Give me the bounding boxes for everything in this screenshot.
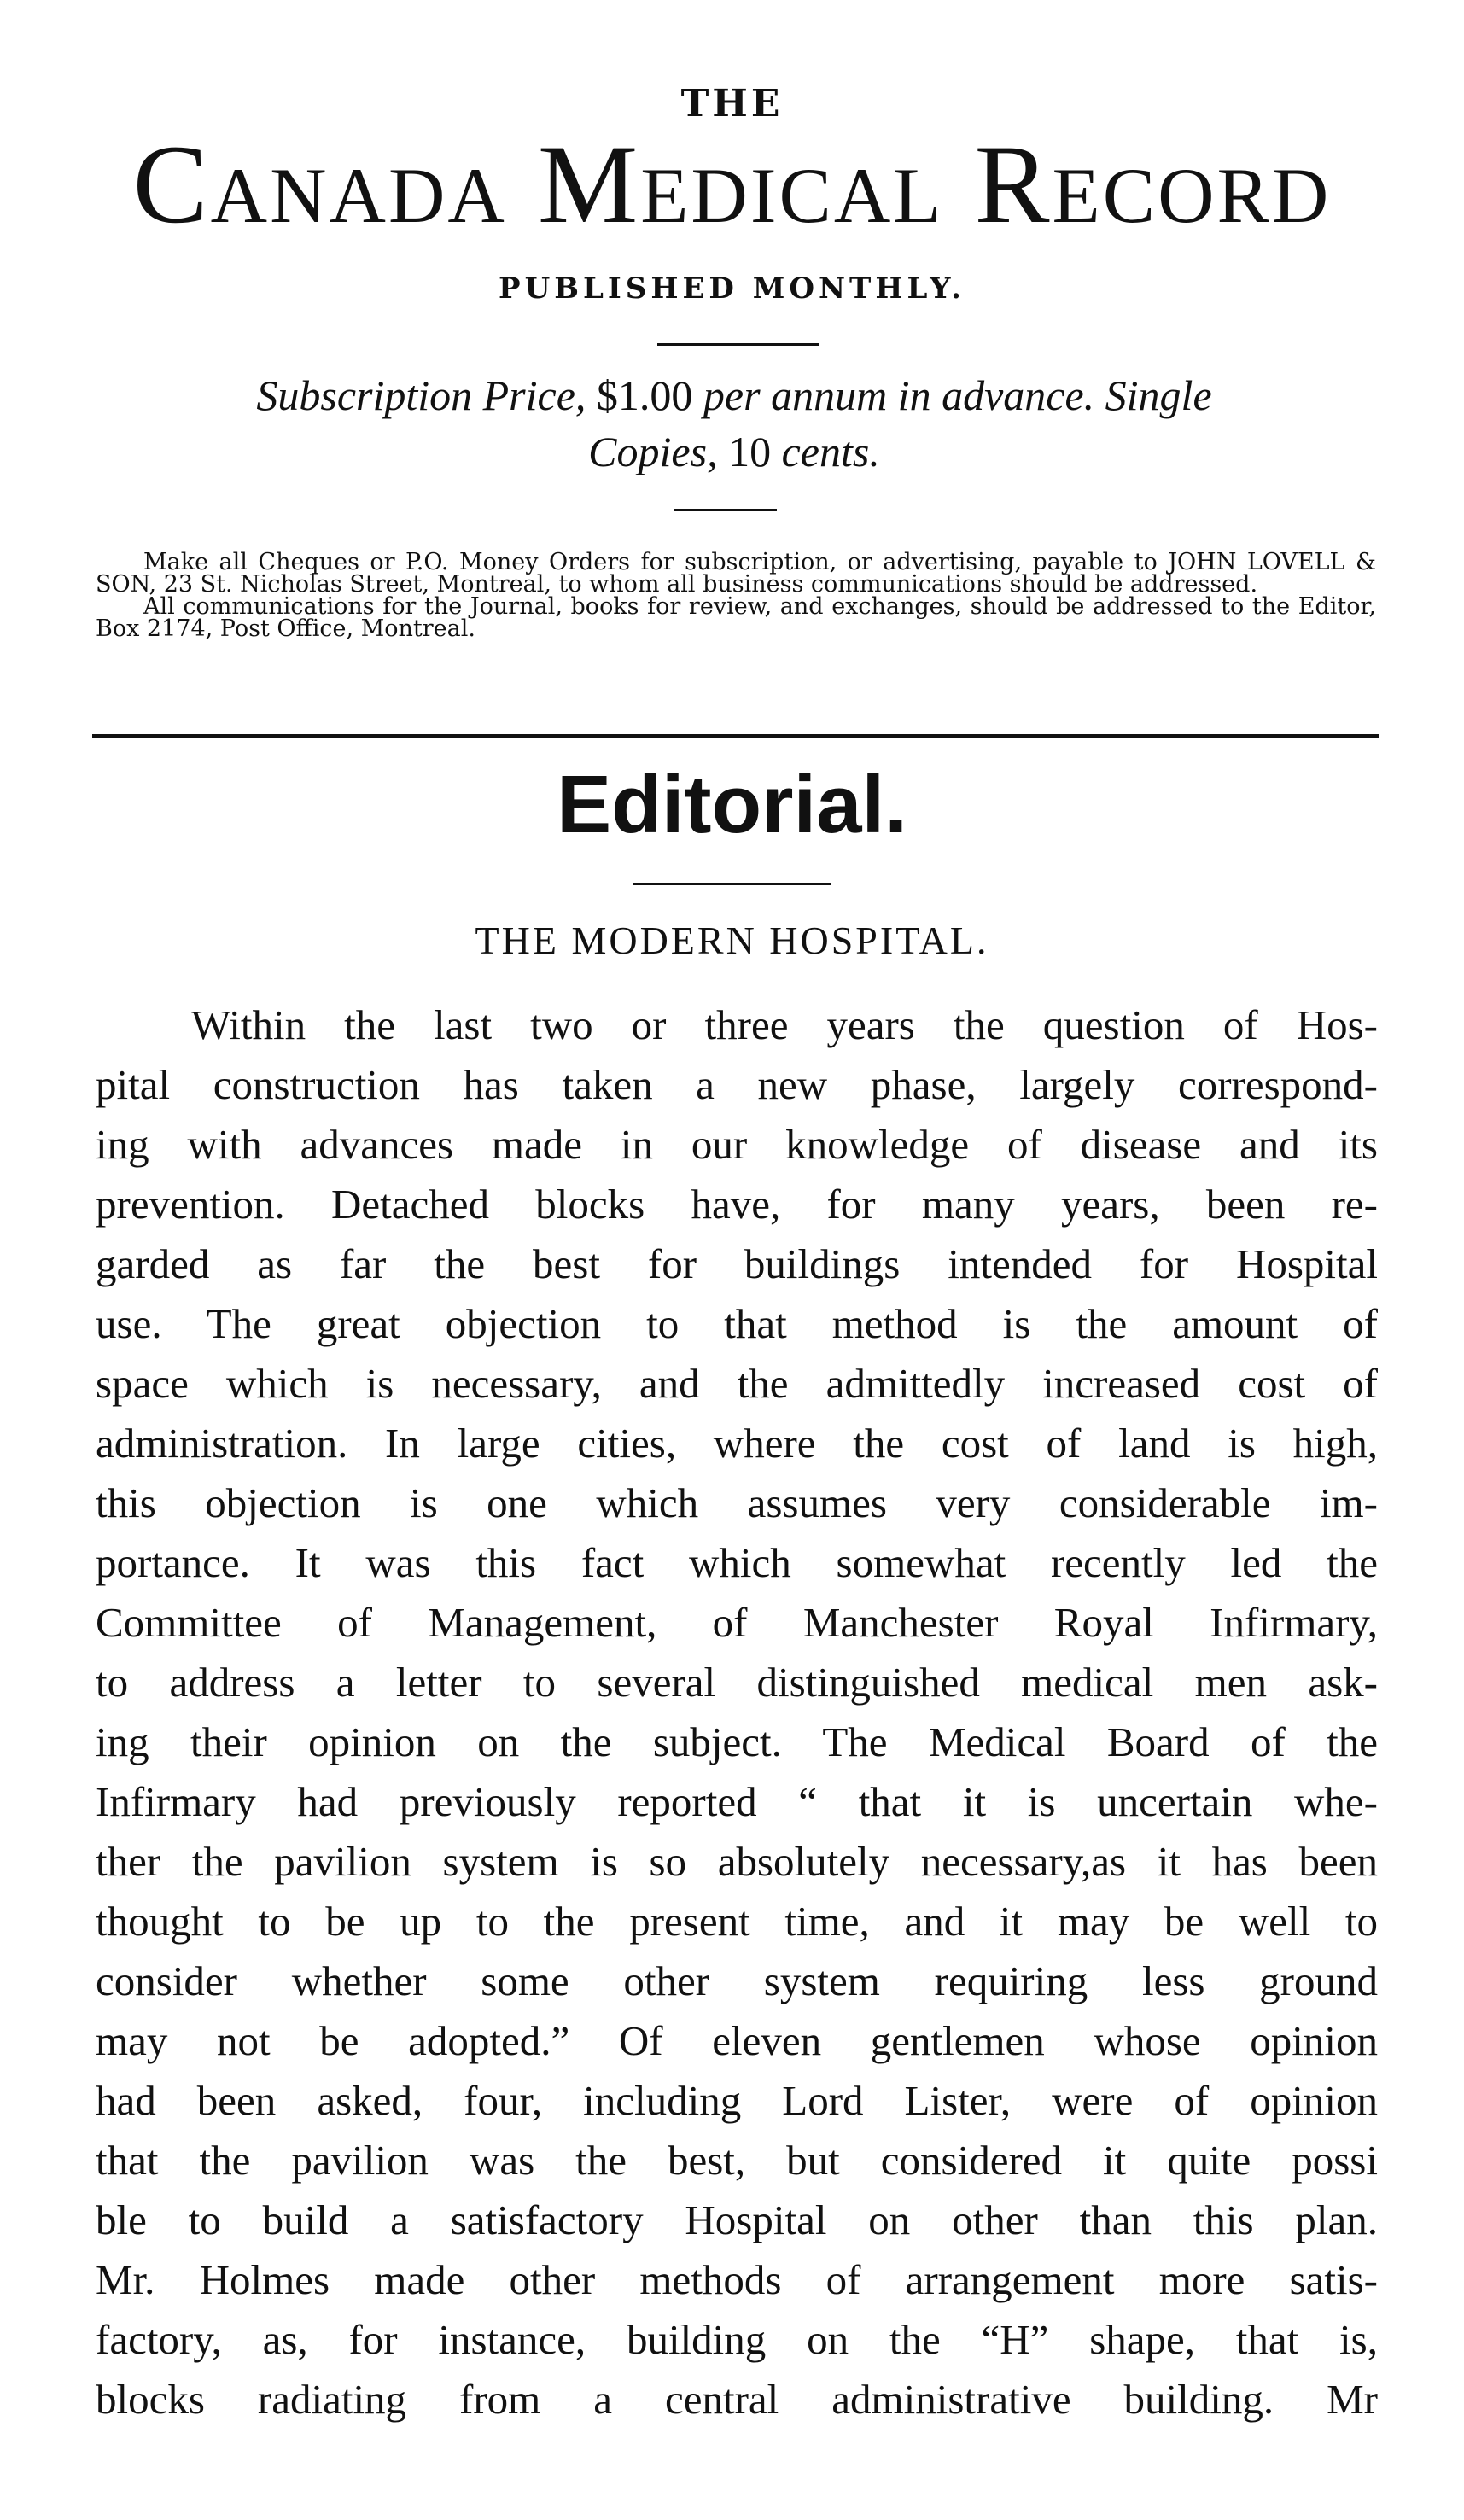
article-line: space which is necessary, and the admittedly increased cost of [96, 1360, 1378, 1407]
article-line: Infirmary had previously reported “ that it is uncertain whe- [96, 1778, 1378, 1825]
subscription-info [120, 367, 1349, 480]
article-title: THE MODERN HOSPITAL. [475, 919, 989, 962]
article-line: pital construction has taken a new phase, largely correspond- [96, 1061, 1378, 1108]
article-line: Mr. Holmes made other methods of arrangement more satis- [96, 2256, 1378, 2303]
payment-notice [96, 551, 1376, 640]
article-line: thought to be up to the present time, and it may be well to [96, 1898, 1378, 1945]
article-line: blocks radiating from a central administrative building. Mr [96, 2376, 1378, 2423]
article-line: ing with advances made in our knowledge of disease and its [96, 1121, 1378, 1168]
section-rule [92, 734, 1379, 738]
article-line: may not be adopted.” Of eleven gentlemen whose opinion [96, 2017, 1378, 2064]
publication-frequency: PUBLISHED MONTHLY. [499, 271, 965, 306]
article-line: Committee of Management, of Manchester Royal Infirmary, [96, 1599, 1378, 1646]
article-line: garded as far the best for buildings intended for Hospital [96, 1240, 1378, 1287]
article-body [96, 995, 1378, 2430]
copies-label: Copies, [588, 428, 718, 475]
article-line: consider whether some other system requiring less ground [96, 1957, 1378, 2004]
notice-paragraph: All communications for the Journal, books for review, and exchanges, should be addressed to the Editor, Box 2174, Post Office, Montreal. [96, 593, 1376, 642]
subscription-terms: per annum in advance. [703, 371, 1095, 419]
masthead-the: THE [680, 82, 784, 125]
article-line: ble to build a satisfactory Hospital on other than this plan. [96, 2196, 1378, 2243]
divider-rule [633, 883, 831, 885]
divider-rule [657, 343, 819, 346]
single-label: Single [1105, 371, 1212, 419]
section-heading: Editorial. [557, 759, 907, 850]
cents-label: cents. [781, 428, 880, 475]
article-line: ing their opinion on the subject. The Medical Board of the [96, 1718, 1378, 1765]
article-line: this objection is one which assumes very considerable im- [96, 1479, 1378, 1526]
article-line: factory, as, for instance, building on the “H” shape, that is, [96, 2316, 1378, 2363]
article-line: prevention. Detached blocks have, for many years, been re- [96, 1181, 1378, 1228]
article-line: portance. It was this fact which somewhat recently led the [96, 1539, 1378, 1586]
article-line: that the pavilion was the best, but considered it quite possi [96, 2137, 1378, 2184]
copies-price: 10 [728, 428, 772, 475]
article-line: Within the last two or three years the question of Hos- [191, 1001, 1378, 1048]
article-line: had been asked, four, including Lord Lister, were of opinion [96, 2077, 1378, 2124]
journal-title: Canada Medical Record [132, 121, 1332, 247]
article-line: use. The great objection to that method is the amount of [96, 1300, 1378, 1347]
subscription-price: $1.00 [596, 371, 693, 419]
divider-rule [674, 509, 777, 511]
article-line: administration. In large cities, where the cost of land is high, [96, 1420, 1378, 1467]
notice-paragraph: Make all Cheques or P.O. Money Orders for subscription, or advertising, payable to JOHN LOVELL & SON, 23 St. Nicholas Street, Montreal, to whom all business communications should be addressed. [96, 549, 1376, 598]
subscription-label: Subscription Price, [256, 371, 586, 419]
article-line: ther the pavilion system is so absolutely necessary,as it has been [96, 1838, 1378, 1885]
article-line: to address a letter to several distinguished medical men ask- [96, 1659, 1378, 1706]
